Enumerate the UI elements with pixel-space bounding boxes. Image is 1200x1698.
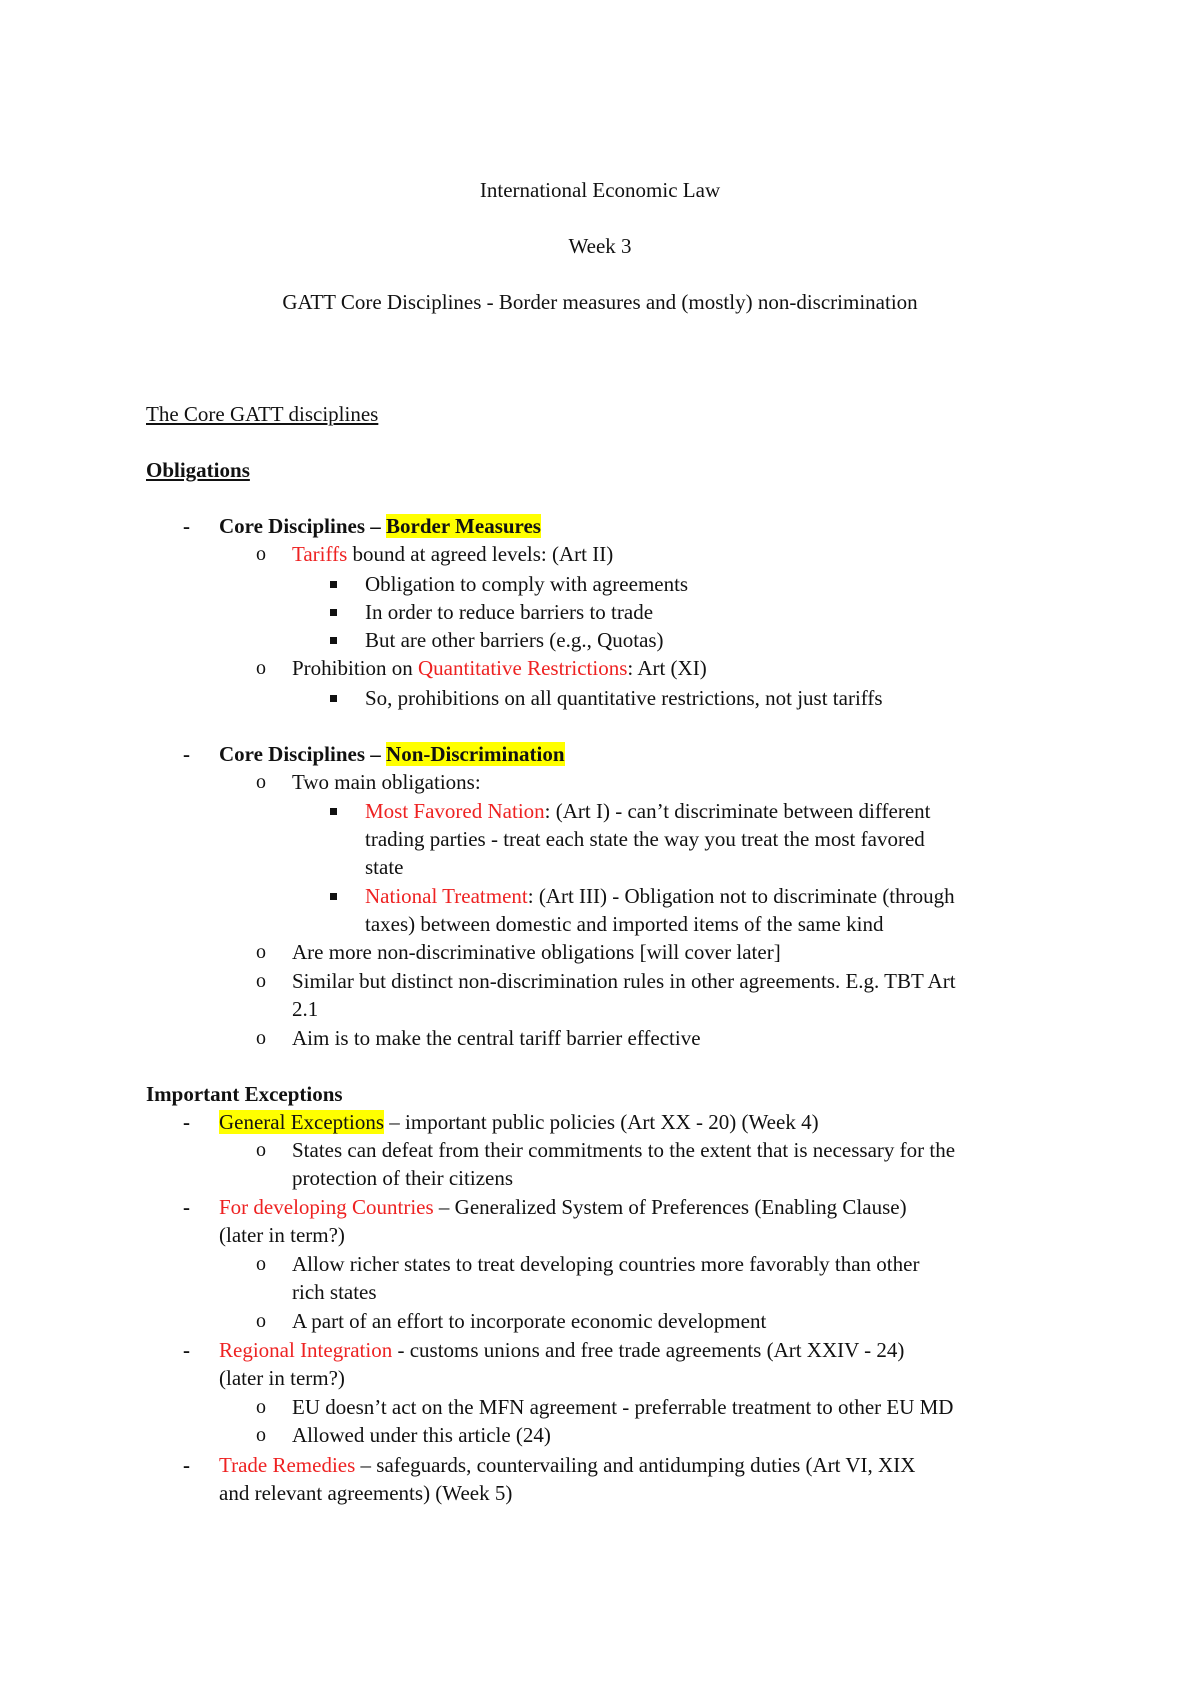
circle-bullet: o [256,1396,266,1418]
nondisc-prefix: Core Disciplines – [219,742,387,766]
circle-bullet: o [256,1027,266,1049]
week-label: Week 3 [568,234,632,258]
national-treatment-line-2: taxes) between domestic and imported items of the same kind [365,912,884,936]
remedies-line-2: and relevant agreements) (Week 5) [219,1481,513,1505]
document-subtitle: GATT Core Disciplines - Border measures and (mostly) non-discrimination [282,290,918,314]
regional-integration-item [219,1336,904,1364]
border-prefix: Core Disciplines – [219,514,387,538]
circle-bullet: o [256,771,266,793]
tariffs-point: In order to reduce barriers to trade [365,600,654,624]
mfn-line-3: state [365,855,404,879]
square-bullet [330,882,337,910]
remedies-rest: – safeguards, countervailing and antidumping duties (Art VI, XIX [355,1453,916,1477]
tariffs-rest: bound at agreed levels: (Art II) [347,542,614,566]
developing-point-a-line-1: Allow richer states to treat developing countries more favorably than other [292,1252,920,1276]
non-discrimination-item [219,740,565,768]
general-point-line-2: protection of their citizens [292,1166,514,1190]
regional-term: Regional Integration [219,1338,393,1362]
developing-term: For developing Countries [219,1195,434,1219]
aim-item: Aim is to make the central tariff barrier effective [292,1026,701,1050]
course-title: International Economic Law [479,178,721,202]
mfn-term: Most Favored Nation [365,799,545,823]
similar-rules-line-1: Similar but distinct non-discrimination rules in other agreements. E.g. TBT Art [292,969,956,993]
section-title: The Core GATT disciplines [146,402,379,426]
qr-rest: : Art (XI) [627,656,707,680]
circle-bullet: o [256,941,266,963]
obligations-heading: Obligations [146,458,250,482]
developing-line-2: (later in term?) [219,1223,345,1247]
similar-rules-line-2: 2.1 [292,997,319,1021]
qr-term: Quantitative Restrictions [418,656,628,680]
regional-point-a: EU doesn’t act on the MFN agreement - preferrable treatment to other EU MD [292,1395,954,1419]
tariffs-point: Obligation to comply with agreements [365,572,689,596]
square-bullet [330,626,337,654]
dash-bullet: - [183,1338,190,1362]
nt-rest: : (Art III) - Obligation not to discriminate (through [527,884,955,908]
tariffs-item [292,540,613,568]
square-bullet [330,598,337,626]
dash-bullet: - [183,742,190,766]
border-measures-item [219,512,541,540]
mfn-rest: : (Art I) - can’t discriminate between different [544,799,931,823]
more-obligations: Are more non-discriminative obligations [will cover later] [292,940,781,964]
general-rest: – important public policies (Art XX - 20) (Week 4) [384,1110,819,1134]
circle-bullet: o [256,1139,266,1161]
developing-point-b: A part of an effort to incorporate economic development [292,1309,767,1333]
two-main-obligations: Two main obligations: [292,770,481,794]
regional-rest: - customs unions and free trade agreements (Art XXIV - 24) [392,1338,905,1362]
square-bullet [330,797,337,825]
nondisc-highlight: Non-Discrimination [386,742,565,766]
regional-line-2: (later in term?) [219,1366,345,1390]
tariffs-point: But are other barriers (e.g., Quotas) [365,628,664,652]
trade-remedies-item [219,1451,915,1479]
tariffs-term: Tariffs [292,542,348,566]
border-highlight: Border Measures [386,514,541,538]
dash-bullet: - [183,514,190,538]
developing-rest: – Generalized System of Preferences (Enabling Clause) [433,1195,907,1219]
circle-bullet: o [256,543,266,565]
circle-bullet: o [256,657,266,679]
general-term: General Exceptions [219,1110,385,1134]
developing-point-a-line-2: rich states [292,1280,377,1304]
circle-bullet: o [256,1310,266,1332]
nt-term: National Treatment [365,884,528,908]
mfn-line-2: trading parties - treat each state the way you treat the most favored [365,827,925,851]
mfn-line-1 [365,797,930,825]
dash-bullet: - [183,1110,190,1134]
qr-point: So, prohibitions on all quantitative restrictions, not just tariffs [365,686,883,710]
developing-countries-item [219,1193,907,1221]
remedies-term: Trade Remedies [219,1453,356,1477]
general-point-line-1: States can defeat from their commitments to the extent that is necessary for the [292,1138,956,1162]
square-bullet [330,570,337,598]
dash-bullet: - [183,1453,190,1477]
national-treatment-line-1 [365,882,955,910]
general-exceptions-item [219,1108,819,1136]
quantitative-item [292,654,707,682]
dash-bullet: - [183,1195,190,1219]
regional-point-b: Allowed under this article (24) [292,1423,551,1447]
square-bullet [330,684,337,712]
circle-bullet: o [256,1424,266,1446]
circle-bullet: o [256,1253,266,1275]
exceptions-heading: Important Exceptions [146,1082,343,1106]
qr-prefix: Prohibition on [292,656,419,680]
circle-bullet: o [256,970,266,992]
